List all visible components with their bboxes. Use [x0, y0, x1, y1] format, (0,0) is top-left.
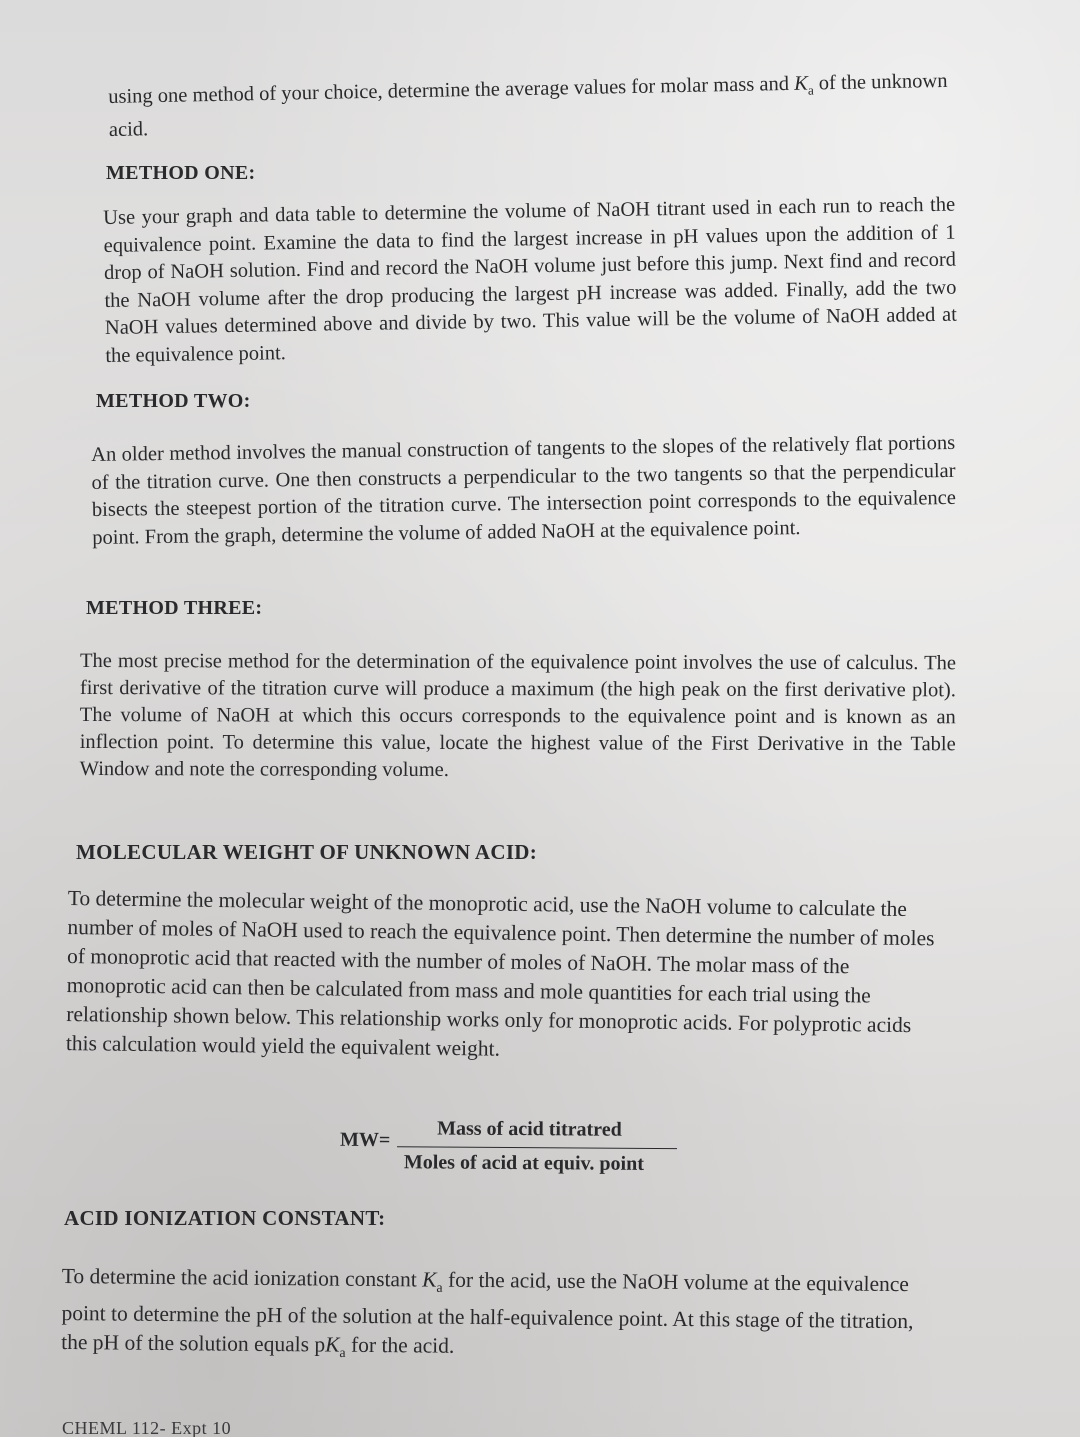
- formula-label: MW=: [339, 1128, 391, 1152]
- intro-text-before: using one method of your choice, determine the average values for molar mass and: [108, 72, 795, 108]
- acid-ionization-text-3: for the acid.: [345, 1333, 455, 1359]
- acid-ionization-text-2: for the acid, use the NaOH volume at the equivalence point to determine the pH of the solution at the half-equivalence point. At this stage of the titration, the pH of the solution equals p: [61, 1267, 914, 1357]
- method-one-heading: METHOD ONE:: [106, 162, 256, 184]
- pka-letter: K: [325, 1332, 340, 1357]
- molar-mass-formula: [340, 1117, 685, 1183]
- ka-letter: K: [422, 1267, 437, 1292]
- acid-ionization-text-1: To determine the acid ionization constant: [61, 1263, 423, 1292]
- ka-subscript: a: [807, 82, 814, 98]
- page-footer: CHEML 112- Expt 10: [62, 1418, 232, 1437]
- formula-denominator: Moles of acid at equiv. point: [403, 1151, 644, 1175]
- ka-symbol: [422, 1267, 443, 1296]
- pka-symbol: [325, 1332, 346, 1362]
- ka-subscript: a: [436, 1280, 443, 1296]
- method-three-heading: METHOD THREE:: [86, 597, 263, 619]
- molecular-weight-body: To determine the molecular weight of the monoprotic acid, use the NaOH volume to calculate the number of moles of NaOH used to reach the equivalence point. Then determine the number of moles of monoprotic acid that reacted with the number of moles of NaOH. The molar mass of the monoprotic acid can then be calculated from mass and mole quantities for each trial using the relationship shown below. This relationship works only for monoprotic acids. For polyprotic acids this calculation would yield the equivalent weight.: [65, 885, 935, 1061]
- method-two-heading: METHOD TWO:: [96, 390, 251, 412]
- molecular-weight-heading: MOLECULAR WEIGHT OF UNKNOWN ACID:: [76, 840, 538, 864]
- pka-subscript: a: [339, 1346, 346, 1362]
- intro-text-after: of the unknown acid.: [108, 69, 948, 142]
- acid-ionization-body: [61, 1262, 922, 1374]
- method-three-body: The most precise method for the determination of the equivalence point involves the use of calculus. The first derivative of the titration curve will produce a maximum (the high peak on the first derivative plot). The volume of NaOH at which this occurs corresponds to the equivalence point and is known as an inflection point. To determine this value, locate the highest value of the First Derivative in the Table Window and note the corresponding volume.: [79, 650, 956, 781]
- ka-symbol: [793, 72, 814, 98]
- method-two-body: An older method involves the manual construction of tangents to the slopes of the relatively flat portions of the titration curve. One then constructs a perpendicular to the two tangents so that the perpendicular bisects the steepest portion of the titration curve. The intersection point corresponds to the equivalence point. From the graph, determine the volume of added NaOH at the equivalence point.: [91, 431, 957, 549]
- intro-paragraph: [108, 67, 969, 144]
- formula-numerator: Mass of acid titratred: [437, 1117, 622, 1141]
- method-one-body: Use your graph and data table to determine the volume of NaOH titrant used in each run to reach the equivalence point. Examine the data to find the largest increase in pH values upon the addition of 1 drop of NaOH solution. Find and record the NaOH volume just before this jump. Next find and record the NaOH volume after the drop producing the largest pH increase was added. Finally, add the two NaOH values determined above and divide by two. This value will be the volume of NaOH added at the equivalence point.: [103, 193, 958, 367]
- acid-ionization-heading: ACID IONIZATION CONSTANT:: [64, 1206, 386, 1230]
- ka-letter: K: [793, 72, 808, 95]
- fraction-bar: [397, 1146, 677, 1149]
